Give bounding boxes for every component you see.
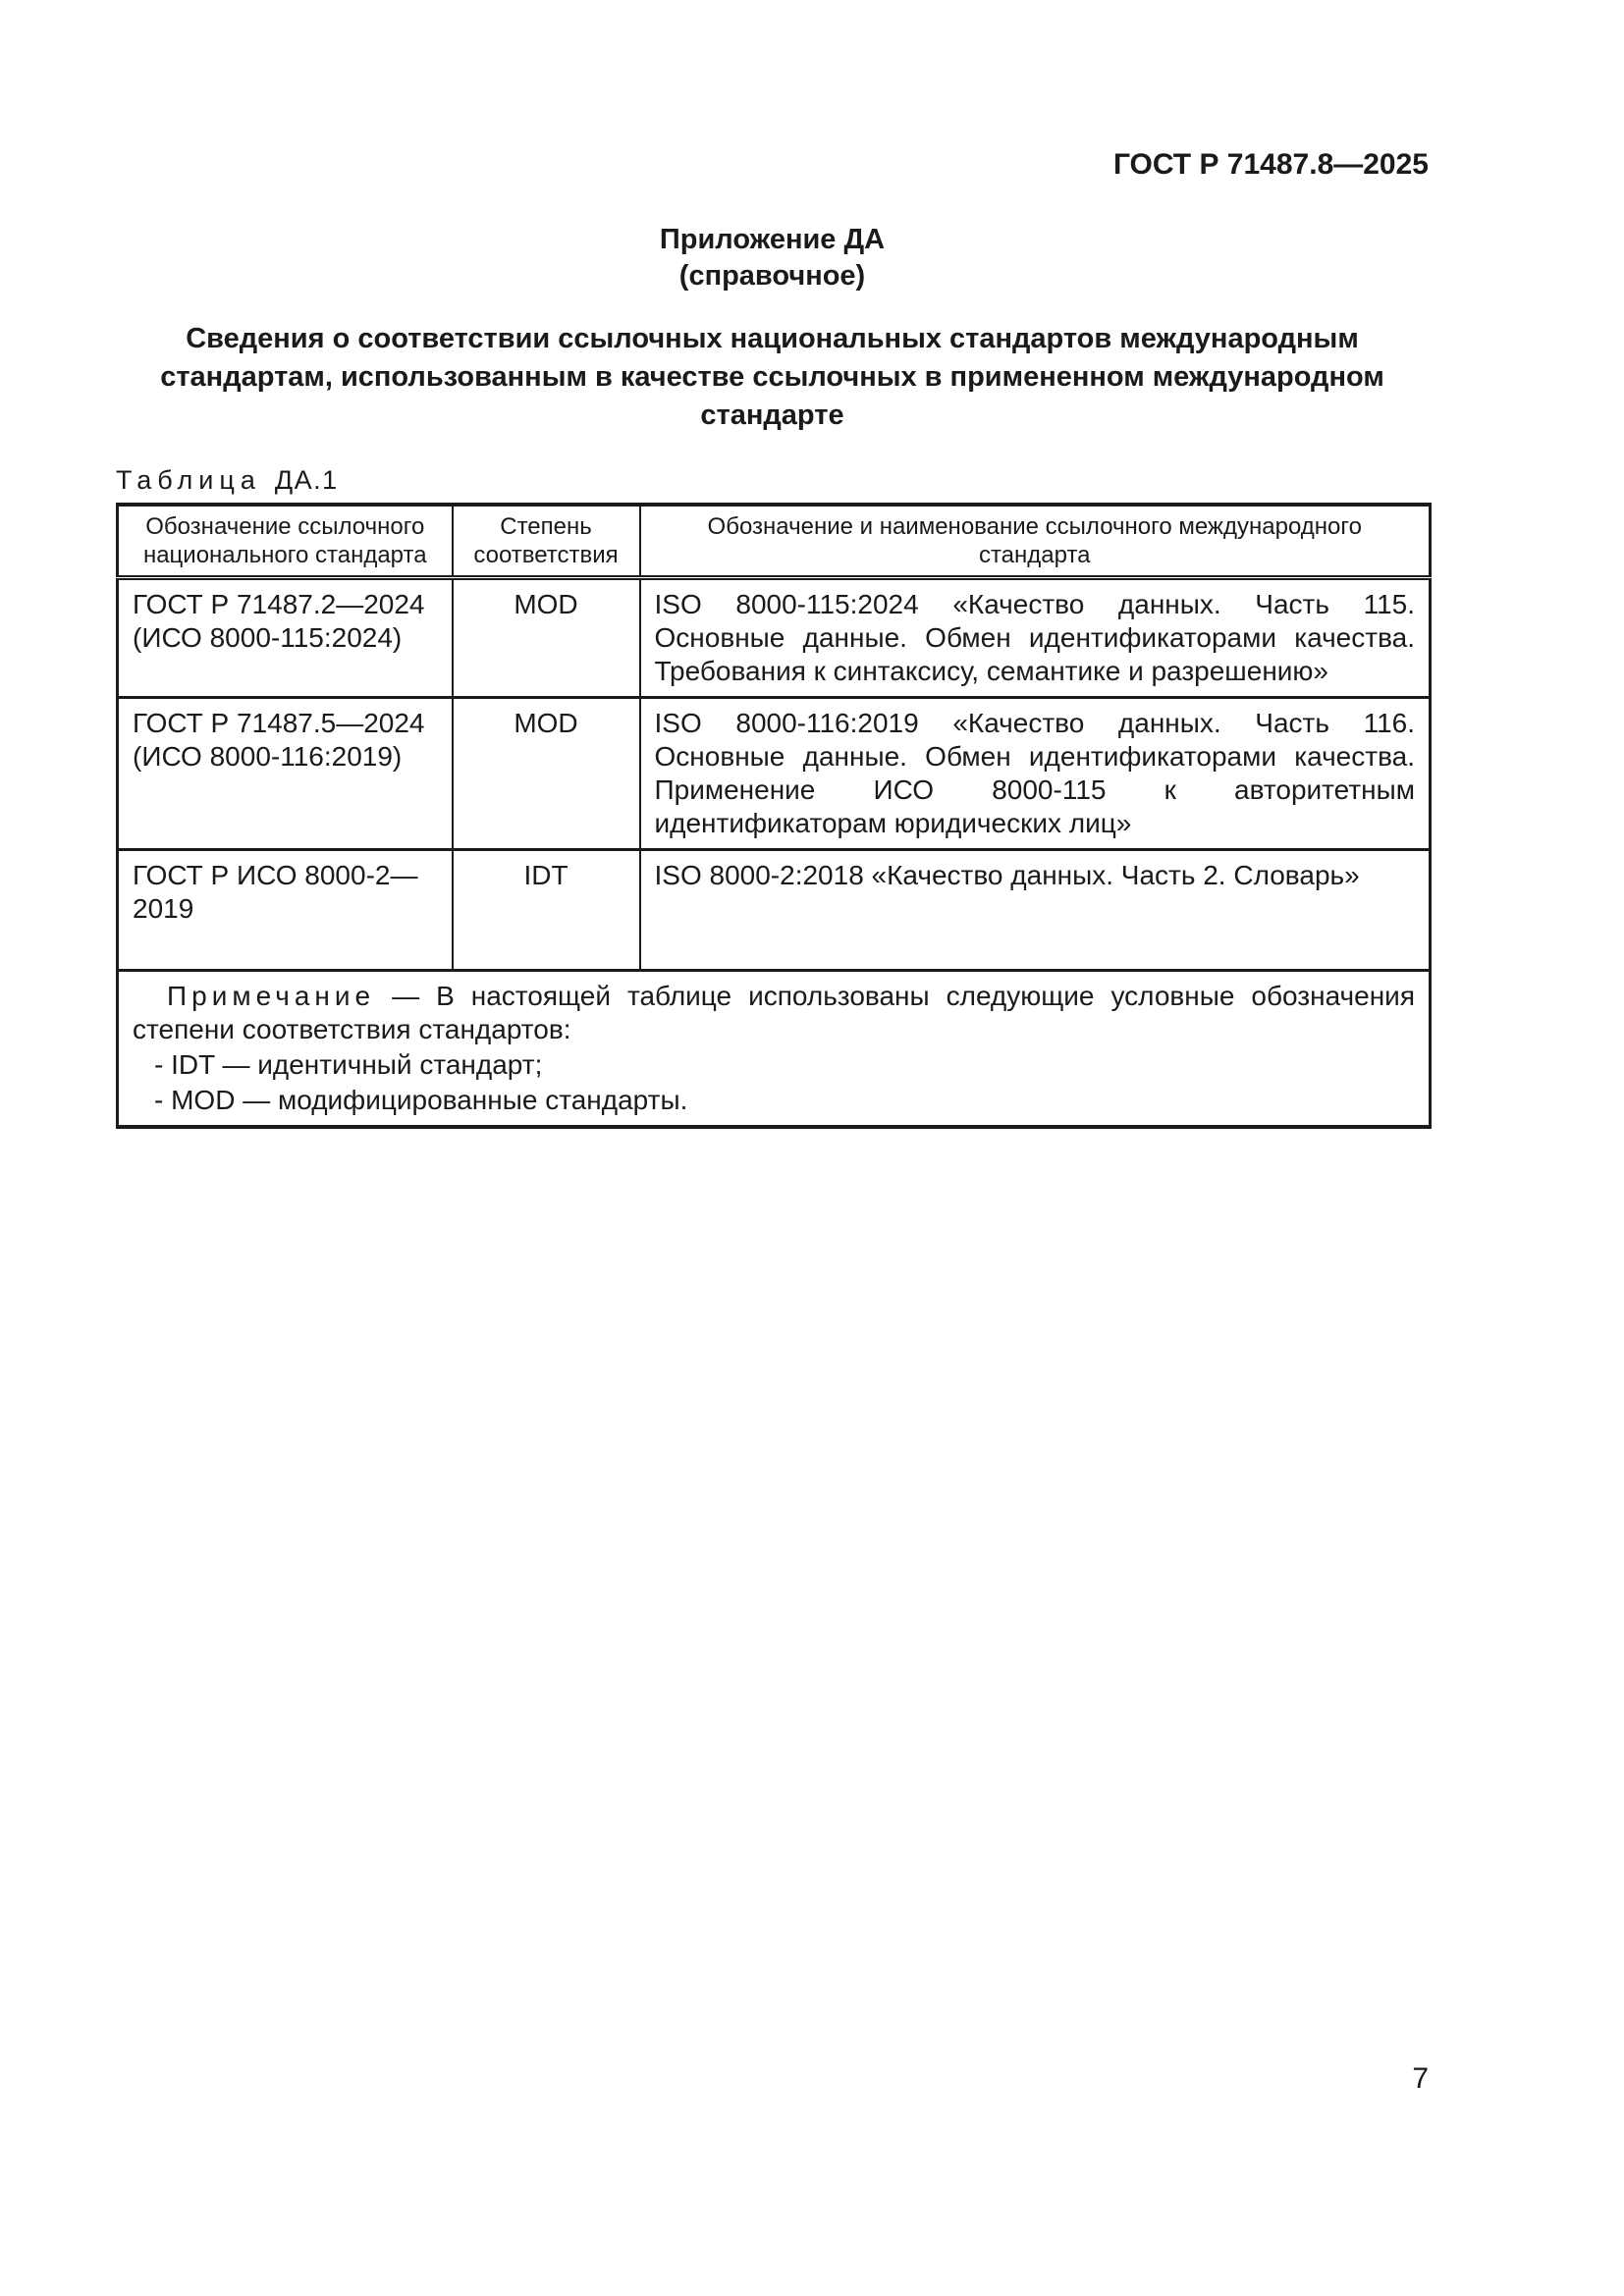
cell-international-standard: ISO 8000-116:2019 «Качество данных. Часть 116. Основные данные. Обмен идентификаторами качества. Применение ИСО 8000-115 к авторитетным идентификаторам юридических лиц» xyxy=(640,698,1431,850)
note-paragraph xyxy=(133,980,1415,1046)
cell-international-standard: ISO 8000-115:2024 «Качество данных. Часть 115. Основные данные. Обмен идентификаторами качества. Требования к синтаксису, семантике и разрешению» xyxy=(640,578,1431,698)
note-item: - MOD — модифицированные стандарты. xyxy=(154,1085,688,1115)
page-content xyxy=(116,0,1429,1129)
table-note-row xyxy=(118,971,1431,1128)
cell-degree: MOD xyxy=(453,578,640,698)
page-number: 7 xyxy=(1412,2062,1429,2095)
table-row xyxy=(118,850,1431,971)
note-text: — В настоящей таблице использованы следующие условные обозначения степени соответствия стандартов: xyxy=(133,981,1415,1044)
note-cell xyxy=(118,971,1431,1128)
note-item: - IDT — идентичный стандарт; xyxy=(154,1049,543,1080)
national-standard-line: (ИСО 8000-116:2019) xyxy=(133,741,403,772)
cell-international-standard: ISO 8000-2:2018 «Качество данных. Часть 2. Словарь» xyxy=(640,850,1431,971)
table-caption-number: ДА.1 xyxy=(274,465,339,495)
appendix-heading xyxy=(116,222,1429,294)
table-row xyxy=(118,578,1431,698)
national-standard-line: ГОСТ Р 71487.2—2024 xyxy=(133,589,425,619)
document-code-header: ГОСТ Р 71487.8—2025 xyxy=(1112,148,1429,181)
header-cell-degree: Степень соответствия xyxy=(453,505,640,578)
national-standard-line: ГОСТ Р 71487.5—2024 xyxy=(133,708,425,738)
table-header-row xyxy=(118,505,1431,578)
header-cell-national: Обозначение ссылочного национального стандарта xyxy=(118,505,453,578)
standards-correspondence-table xyxy=(116,503,1432,1129)
cell-degree: IDT xyxy=(453,850,640,971)
table-row xyxy=(118,698,1431,850)
national-standard-line: (ИСО 8000-115:2024) xyxy=(133,622,403,653)
cell-degree: MOD xyxy=(453,698,640,850)
national-standard-line: ГОСТ Р ИСО 8000-2—2019 xyxy=(133,860,418,924)
note-label: Примечание xyxy=(167,981,376,1011)
table-caption-word: Таблица xyxy=(116,465,261,495)
appendix-subtitle: (справочное) xyxy=(678,260,866,292)
cell-national-standard xyxy=(118,850,453,971)
cell-national-standard xyxy=(118,698,453,850)
section-title: Сведения о соответствии ссылочных национальных стандартов международным стандартам, использованным в качестве ссылочных в примененном международном стандарте xyxy=(160,323,1384,431)
table-caption xyxy=(116,464,1429,496)
header-cell-international: Обозначение и наименование ссылочного международного стандарта xyxy=(640,505,1431,578)
cell-national-standard xyxy=(118,578,453,698)
appendix-title: Приложение ДА xyxy=(659,224,886,255)
